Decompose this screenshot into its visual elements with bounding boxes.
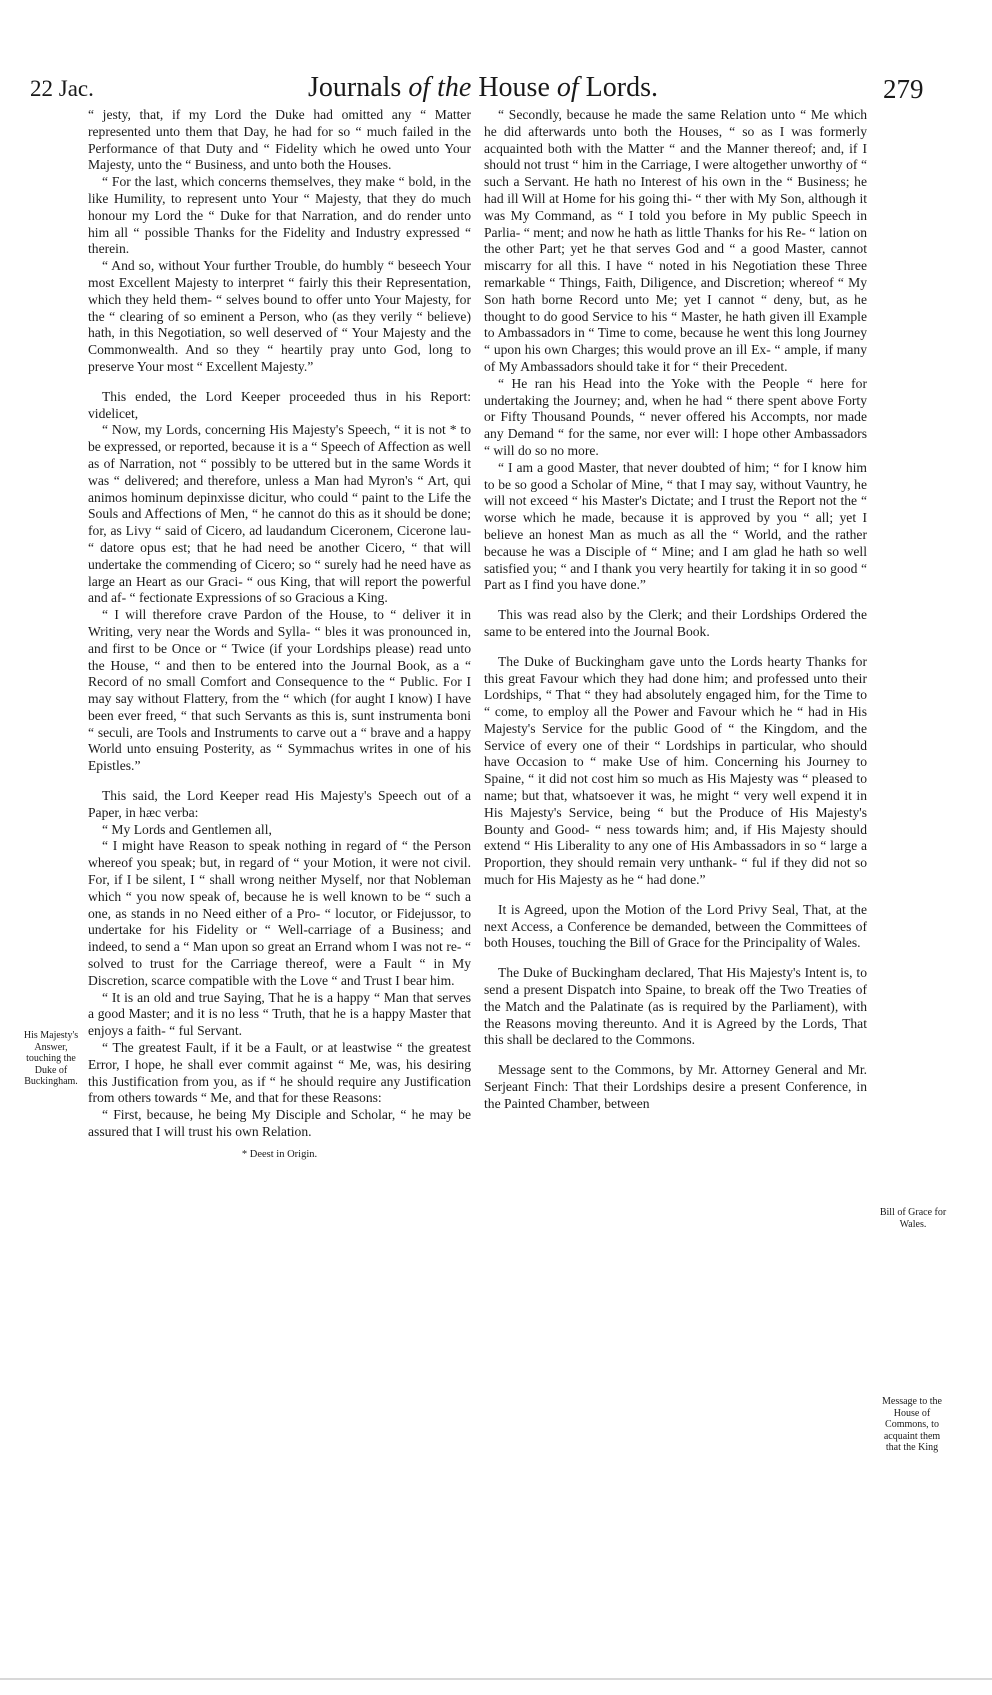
paragraph-majesty-speech-affection: “ Now, my Lords, concerning His Majesty's Speech, “ it is not * to be expressed, or reported, because it is a “ Speech of Affection as well as of Narration, not “ possibly to be uttered but in the same Words it was “ delivered; and therefore, unless a Man had Myron's “ Art, qui animos hominum depinxisse dicitur, who could “ paint to the Life the Souls and Affections of Men, “ he cannot do this as it should be done; for, as Livy “ said of Cicero, ad laudandum Ciceronem, Cicerone lau- “ datore opus est; that he had need be another Cicero, “ that will undertake the commending of Cicero; so “ surely had he need have as large an Heart as our Graci- “ ous King, that will report the powerful and af- “ fectionate Expressions of so Gracious a King.: [88, 422, 471, 606]
paragraph-spaine-dispatch: The Duke of Buckingham declared, That His Majesty's Intent is, to send a present Dispatch into Spaine, to break off the Two Treaties of the Match and the Palatinate (as is required by the Parliament), with the Reasons moving thereunto. And it is Agreed by the Lords, That this shall be declared to the Commons.: [484, 965, 867, 1048]
paragraph-bill-of-grace: It is Agreed, upon the Motion of the Lord Privy Seal, That, at the next Access, a Conference be demanded, between the Committees of both Houses, touching the Bill of Grace for the Principality of Wales.: [484, 901, 867, 951]
title-word-house: House: [478, 72, 550, 103]
page-header: [0, 70, 992, 110]
margin-note-kings-answer: His Majesty's Answer, touching the Duke of Buckingham.: [23, 1030, 79, 1087]
paragraph-greatest-fault: “ The greatest Fault, if it be a Fault, or at leastwise “ the greatest Error, I hope, he shall ever commit against “ Me, was, his desiring this Justification from you, as if “ he should require any Justification from others towards “ Me, and that for these Reasons:: [88, 1040, 471, 1106]
paragraph-message-to-commons: Message sent to the Commons, by Mr. Attorney General and Mr. Serjeant Finch: That their Lordships desire a present Conference, in the Painted Chamber, between: [484, 1062, 867, 1111]
paragraph-buckingham-thanks: The Duke of Buckingham gave unto the Lords hearty Thanks for this great Favour which they had done him; and professed unto their Lordships, “ That “ they had absolutely engaged him, for the Time to “ come, to employ all the Power and Favour which he “ had in His Majesty's Service for the public Good of “ the Kingdom, and the Service of every one of their “ Lordships in particular, who should have Occasion to “ make Use of him. Concerning his Journey to Spaine, “ it did not cost him so much as His Majesty was “ pleased to name; but that, whatsoever it was, he might “ very well expend it in His Majesty's Service, being “ but the Produce of His Majesty's Bounty and Good- “ ness towards him; and, if His Majesty should extend “ His Liberality to any one of His Ambassadors in so “ large a Proportion, they should remain very unthank- “ ful if they did not so much for His Majesty as he “ had done.”: [484, 653, 867, 888]
right-column: [484, 107, 867, 1113]
title-word-of-the: of the: [408, 72, 472, 103]
paragraph-lord-keeper-report: This ended, the Lord Keeper proceeded thus in his Report: videlicet,: [88, 388, 471, 421]
journal-title: [308, 72, 658, 104]
paragraph-read-by-clerk: This was read also by the Clerk; and their Lordships Ordered the same to be entered into the Journal Book.: [484, 607, 867, 639]
margin-note-message: Message to the House of Commons, to acquaint them that the King: [882, 1396, 942, 1453]
paragraph-beseech-majesty: “ And so, without Your further Trouble, do humbly “ beseech Your most Excellent Majesty to interpret “ fairly this their Representation, which they held them- “ selves bound to offer unto Your Majesty, for the “ clearing of so eminent a Person, who (as they verily “ believe) hath, in this Negotiation, so well deserved of “ Your Majesty and the Commonwealth. And so they “ heartily pray unto God, long to preserve Your most “ Excellent Majesty.”: [88, 258, 471, 374]
title-word-of: of: [556, 72, 579, 103]
margin-note-bill-of-grace: Bill of Grace for Wales.: [879, 1207, 947, 1230]
paragraph-read-speech: This said, the Lord Keeper read His Majesty's Speech out of a Paper, in hæc verba:: [88, 788, 471, 820]
title-word-lords: Lords.: [585, 72, 658, 103]
title-word-journals: Journals: [308, 72, 402, 103]
paragraph-second-reason: “ Secondly, because he made the same Relation unto “ Me which he did afterwards unto both the Houses, “ so as I was formerly acquainted both with the Matter “ and the Manner thereof; and, if I should not trust “ him in the Carriage, I were altogether unworthy of “ such a Servant. He hath no Interest of his own in the “ Business; he had ill Will at Home for his going thi- “ ther with My Son, although it was My Command, as “ I told you before in My public Speech in Parlia- “ ment; and now he hath as little Thanks for his Re- “ lation on the other Part; yet he that serves God and “ a good Master, cannot miscarry for all this. I have “ noted in his Negotiation these Three remarkable “ Things, Faith, Diligence, and Discretion; whereof “ My Son hath borne Record unto Me; yet I cannot “ deny, but, as he thought to do good Service to his “ Master, he hath given ill Example to Ambassadors in “ Time to come, because he went this long Journey “ upon his own Charges; this would prove an ill Ex- “ ample, if many of My Ambassadors should take it for “ their Precedent.: [484, 107, 867, 374]
paragraph-salutation: “ My Lords and Gentlemen all,: [102, 821, 272, 837]
footnote: * Deest in Origin.: [241, 1148, 318, 1160]
page-number: 279: [883, 74, 924, 104]
paragraph-first-reason: “ First, because, he being My Disciple and Scholar, “ he may be assured that I will trust his own Relation.: [88, 1107, 471, 1140]
paragraph-old-saying: “ It is an old and true Saying, That he is a happy “ Man that serves a good Master; and it is no less “ Truth, that he is a happy Master that enjoys a faith- “ ful Servant.: [88, 989, 471, 1039]
paragraph-crave-pardon: “ I will therefore crave Pardon of the House, to “ deliver it in Writing, very near the Words and Sylla- “ bles it was pronounced in, and first to be Once or “ Twice (if your Lordships please) read unto the House, “ and then to be entered into the Journal Book, as a “ Record of no small Comfort and Consequence to the “ Public. For I may say without Flattery, from the “ which (for aught I know) I have been ever freed, “ that such Servants as this is, sunt instrumenta boni “ seculi, are Tools and Instruments to carve out a “ brave and a happy World unto ensuing Posterity, as “ Symmachus writes in one of his Epistles.”: [88, 607, 471, 774]
paragraph-thanks-narration: “ For the last, which concerns themselves, they make “ bold, in the like Humility, to represent unto Your “ Majesty, that they do much honour my Lord the “ Duke for that Narration, and do render unto him all “ possible Thanks for the Fidelity and Industry expressed “ therein.: [88, 174, 471, 257]
left-column: [88, 107, 471, 1164]
paragraph-ran-his-head: “ He ran his Head into the Yoke with the People “ here for undertaking the Journey; and, when he had “ there spent above Forty or Fifty Thousand Pounds, “ never offered his Accompts, nor made any Demand “ for the same, nor ever will: I hope other Ambassadors “ will do so no more.: [484, 375, 867, 458]
bottom-divider: [0, 1678, 992, 1680]
paragraph-reason-to-speak: “ I might have Reason to speak nothing in regard of “ the Person whereof you speak; but, in regard of “ your Motion, it were not civil. For, if I be silent, I “ shall wrong neither Myself, nor that Nobleman which “ you now speak of, because he is well known to be “ such a one, as stands in no Need either of a Pro- “ locutor, or Fidejussor, to undertake for his Fidelity or “ Well-carriage of a Business; and indeed, to send a “ Man upon so great an Errand whom I was not re- “ solved to trust for the Carriage thereof, were a Fault “ in My Discretion, scarce compatible with the Love “ and Trust I bear him.: [88, 838, 471, 988]
paragraph-good-master: “ I am a good Master, that never doubted of him; “ for I know him to be so good a Scholar of Mine, “ that I may say, without Vauntry, he will not exceed “ his Master's Dictate; and I trust the Report not the “ worse which he made, because it is approved by you “ all; yet I believe an honest Man as much as all the “ World, and the rather because he was a Disciple of “ Mine; and I am glad he hath so well satisfied you; “ and I thank you very heartily for taking it in so good “ Part as I find you have done.”: [484, 459, 867, 593]
paragraph-continued-address: “ jesty, that, if my Lord the Duke had omitted any “ Matter represented unto them that Day, he had for so “ much failed in the Performance of that Duty and “ Fidelity which he owed unto Your Majesty, unto the “ Business, and unto both the Houses.: [88, 107, 471, 173]
regnal-year: 22 Jac.: [30, 76, 94, 101]
